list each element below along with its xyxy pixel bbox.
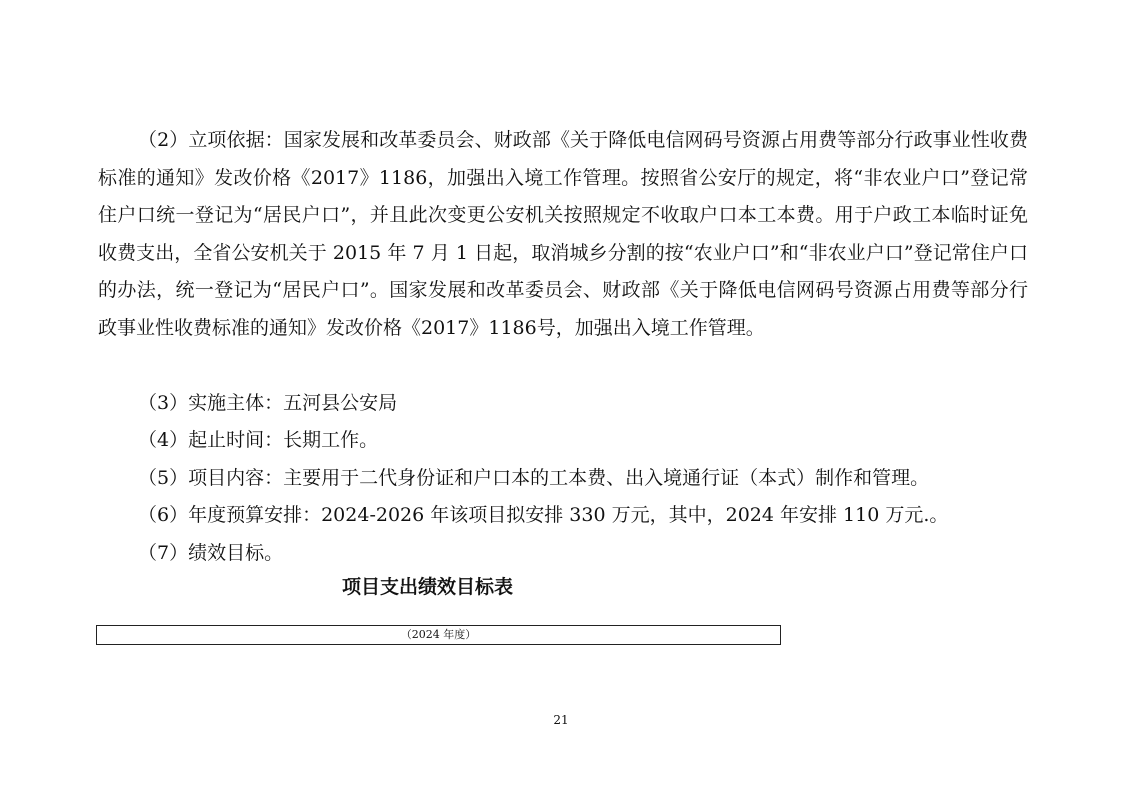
- page-number: 21: [553, 713, 569, 727]
- performance-table: [96, 625, 781, 645]
- paragraph-budget: （6）年度预算安排：2024-2026 年该项目拟安排 330 万元，其中，2024 年安排 110 万元.。: [138, 504, 949, 526]
- table-year-label: （2024 年度）: [400, 628, 477, 641]
- paragraph-goals: （7）绩效目标。: [138, 542, 284, 564]
- paragraph-basis: （2）立项依据：国家发展和改革委员会、财政部《关于降低电信网码号资源占用费等部分行政事业性收费标准的通知》发改价格《2017》1186，加强出入境工作管理。按照省公安厅的规定，将“非农业户口”登记常住户口统一登记为“居民户口”，并且此次变更公安机关按照规定不收取户口本工本费。用于户政工本临时证免收费支出，全省公安机关于 2015 年 7 月 1 日起，取消城乡分割的按“农业户口”和“非农业户口”登记常住户口的办法，统一登记为“居民户口”。国家发展和改革委员会、财政部《关于降低电信网码号资源占用费等部分行政事业性收费标准的通知》发改价格《2017》1186号，加强出入境工作管理。: [98, 129, 1028, 339]
- paragraph-period: （4）起止时间：长期工作。: [138, 429, 379, 451]
- paragraph-implementer: （3）实施主体：五河县公安局: [138, 392, 398, 414]
- table-title: 项目支出绩效目标表: [342, 576, 514, 598]
- paragraph-content: （5）项目内容：主要用于二代身份证和户口本的工本费、出入境通行证（本式）制作和管理。: [138, 467, 930, 489]
